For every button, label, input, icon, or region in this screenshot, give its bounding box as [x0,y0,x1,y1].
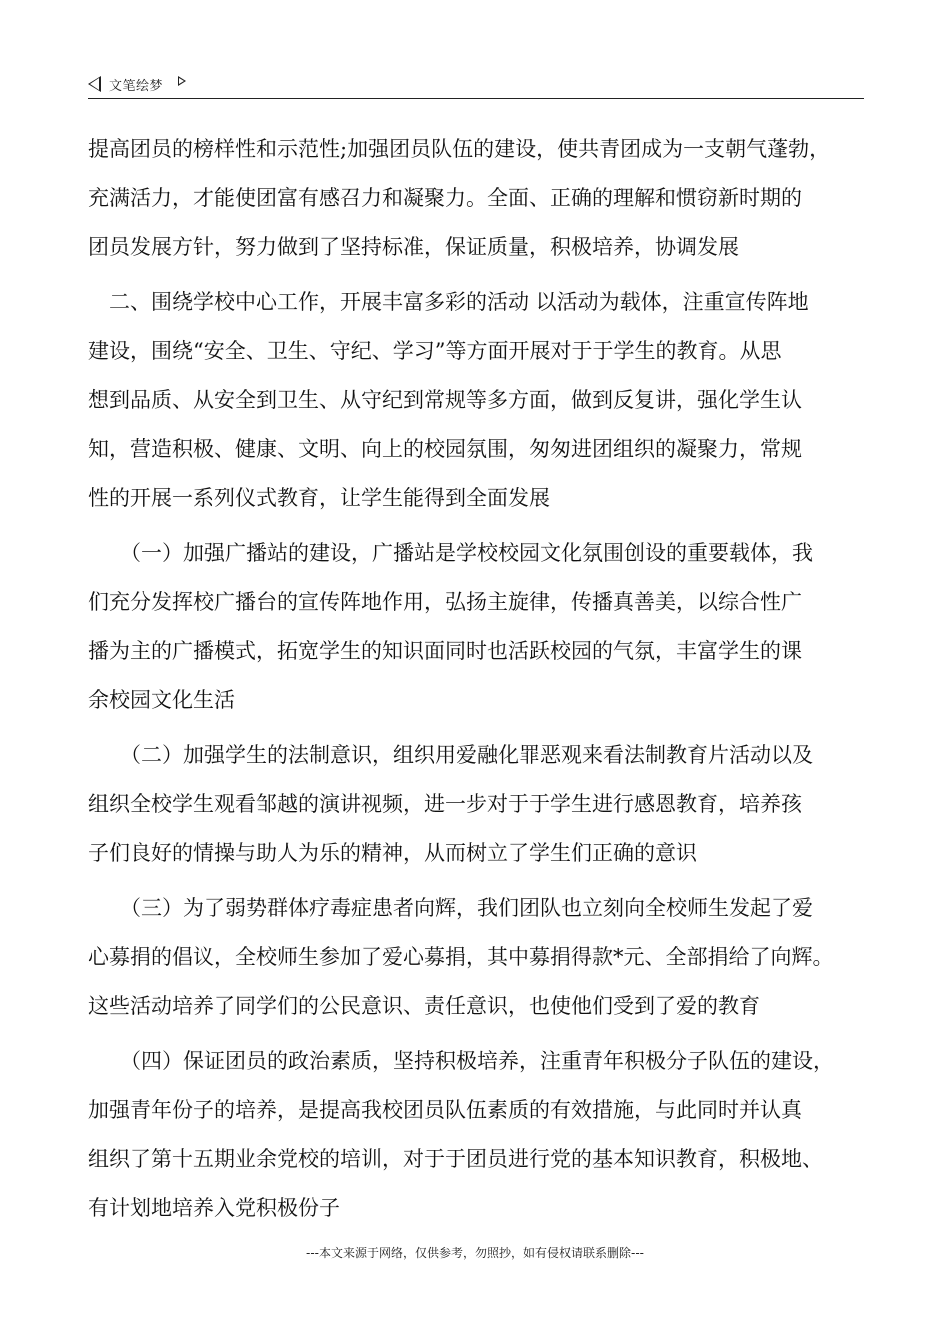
text-line: 这些活动培养了同学们的公民意识、责任意识，也使他们受到了爱的教育 [88,994,760,1018]
text-line: 建设，围绕“安全、卫生、守纪、学习”等方面开展对于于学生的教育。从思 [88,339,782,363]
page-footer: ---本文来源于网络，仅供参考，勿照抄，如有侵权请联系删除--- [306,1246,644,1260]
text-line: 组织全校学生观看邹越的演讲视频，进一步对于于学生进行感恩教育，培养孩 [88,792,802,816]
text-line: 们充分发挥校广播台的宣传阵地作用，弘扬主旋律，传播真善美，以综合性广 [88,590,802,614]
paragraph-start-line: （四）保证团员的政治素质，坚持积极培养，注重青年积极分子队伍的建设， [120,1049,834,1073]
text-line: 余校园文化生活 [88,688,235,712]
text-line: 播为主的广播模式，拓宽学生的知识面同时也活跃校园的气氛，丰富学生的课 [88,639,802,663]
text-line: 想到品质、从安全到卫生、从守纪到常规等多方面，做到反复讲，强化学生认 [88,388,802,412]
text-line: 加强青年份子的培养，是提高我校团员队伍素质的有效措施，与此同时并认真 [88,1098,802,1122]
paragraph-start-line: （二）加强学生的法制意识，组织用爱融化罪恶观来看法制教育片活动以及 [120,743,813,767]
text-line: 充满活力，才能使团富有感召力和凝聚力。全面、正确的理解和惯窃新时期的 [88,186,802,210]
text-line: 性的开展一系列仪式教育，让学生能得到全面发展 [88,486,550,510]
text-line: 团员发展方针，努力做到了坚持标准，保证质量，积极培养，协调发展 [88,235,739,259]
text-line: 组织了第十五期业余党校的培训，对于于团员进行党的基本知识教育，积极地、 [88,1147,823,1171]
text-line: 有计划地培养入党积极份子 [88,1196,340,1220]
section-heading-line: 二、围绕学校中心工作，开展丰富多彩的活动 以活动为载体，注重宣传阵地 [109,290,809,314]
paragraph-start-line: （一）加强广播站的建设，广播站是学校校园文化氛围创设的重要载体，我 [120,541,813,565]
text-line: 心募捐的倡议，全校师生参加了爱心募捐，其中募捐得款*元、全部捐给了向辉。 [88,945,834,969]
paragraph-start-line: （三）为了弱势群体疗毒症患者向辉，我们团队也立刻向全校师生发起了爱 [120,896,813,920]
text-line: 子们良好的情操与助人为乐的精神，从而树立了学生们正确的意识 [88,841,697,865]
document-body [88,125,868,1233]
text-line: 提高团员的榜样性和示范性;加强团员队伍的建设，使共青团成为一支朝气蓬勃， [88,137,831,161]
triangle-right-icon [178,76,186,86]
header-title: 文笔绘梦 [109,79,164,94]
triangle-left-icon [88,76,101,92]
page-header [88,72,864,99]
text-line: 知，营造积极、健康、文明、向上的校园氛围，匆匆进团组织的凝聚力，常规 [88,437,802,461]
